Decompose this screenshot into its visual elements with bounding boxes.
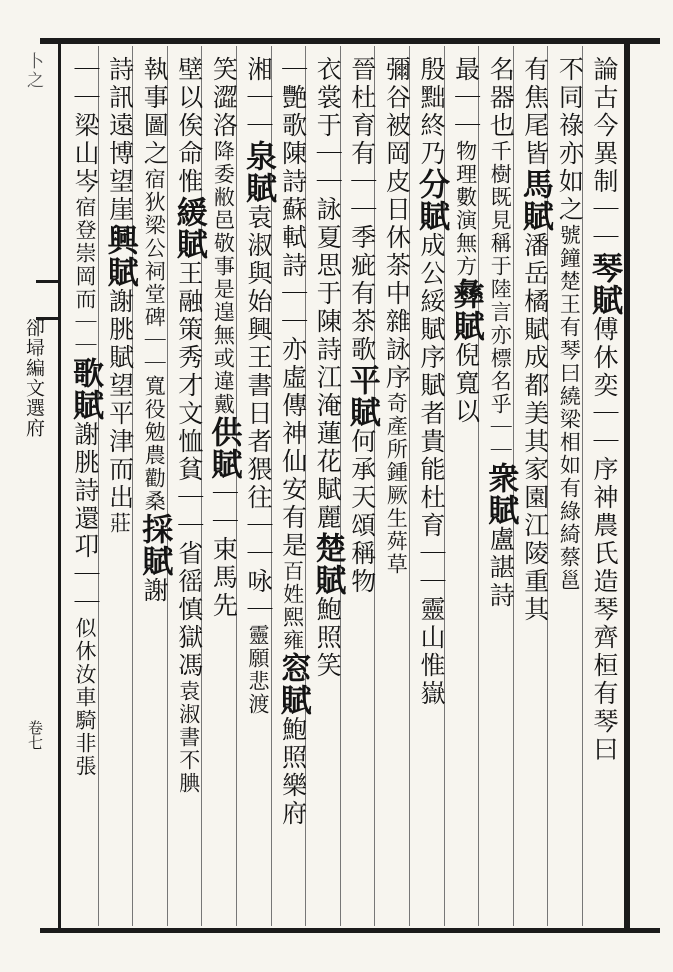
text-column xyxy=(446,56,486,926)
column-text: 湘｜｜ xyxy=(244,56,273,140)
column-text: 有焦尾皆 xyxy=(520,56,550,168)
text-column xyxy=(549,56,589,926)
heading-character: 賦 xyxy=(170,228,207,260)
heading-character: 歌 xyxy=(67,357,103,389)
column-text: 傅休奕｜｜序神農氏造琴齊桓有琴曰 xyxy=(590,316,619,764)
heading-character: 賦 xyxy=(101,256,138,288)
column-text: 王融策秀才文恤貧｜｜省徭慎獄馮 xyxy=(174,260,204,680)
heading-character: 衆 xyxy=(482,462,519,494)
heading-character: 分 xyxy=(413,168,449,200)
column-text: 成公綏賦序賦者貴能 xyxy=(417,232,446,484)
text-column xyxy=(134,56,174,926)
column-text: 袁淑與始興王書日者猥往｜｜ xyxy=(244,204,273,568)
heading-character: 賦 xyxy=(274,684,311,716)
heading-character: 興 xyxy=(101,224,138,256)
annotation-text: 號鐘楚王有琴曰繞梁相如有綠綺蔡邕 xyxy=(557,224,582,592)
text-column xyxy=(169,56,209,926)
column-text: ｜｜ xyxy=(590,196,619,252)
column-text: 倪寬以 xyxy=(451,342,481,426)
annotation-text: 宿登崇岡而｜｜ xyxy=(73,196,97,357)
text-column xyxy=(411,56,451,926)
text-column xyxy=(342,56,382,926)
column-text: 殷黜終乃 xyxy=(417,56,446,168)
annotation-text: 袁淑書不腆 xyxy=(176,680,201,795)
text-column xyxy=(238,56,278,926)
column-text: 笑澀洛 xyxy=(209,56,239,140)
column-text: 盧諶詩 xyxy=(486,526,516,610)
heading-character: 賦 xyxy=(586,284,622,316)
heading-character: 平 xyxy=(343,364,380,396)
frame-bottom-border xyxy=(40,928,660,933)
text-column xyxy=(307,56,347,926)
heading-character: 供 xyxy=(205,416,242,448)
text-column xyxy=(584,56,624,926)
annotation-text: 百姓熙雍 xyxy=(280,560,305,652)
column-text: ｜｜梁山岑 xyxy=(71,56,100,196)
annotation-text: 奇產所鍾厥生荈草 xyxy=(384,392,409,576)
text-column xyxy=(65,56,105,926)
heading-character: 賦 xyxy=(309,564,346,596)
column-text: ｜艷歌陳詩蘇軾詩｜｜亦虛傳神仙安有是 xyxy=(278,56,308,560)
text-column xyxy=(376,56,416,926)
column-text: 論古今異制 xyxy=(590,56,619,196)
annotation-text: 莊 xyxy=(107,512,132,535)
column-text: 壁以俟命惟 xyxy=(174,56,204,196)
heading-character: 賦 xyxy=(516,200,553,232)
annotation-text: 似休汝車騎非張 xyxy=(73,617,97,778)
column-text: 執事圖之 xyxy=(140,56,170,168)
heading-character: 琴 xyxy=(586,252,622,284)
heading-character: 馬 xyxy=(516,168,553,200)
column-text: 晉杜育有｜｜季疵有茶歌 xyxy=(347,56,377,364)
text-column xyxy=(273,56,313,926)
column-text: 鮑照樂府 xyxy=(278,716,308,828)
frame-top-border xyxy=(40,38,660,44)
text-column xyxy=(203,56,243,926)
margin-book-title: 卻埽編文選府 xyxy=(23,318,45,438)
column-text: 不同祿亦如之 xyxy=(555,56,585,224)
column-text: 詩訊遠博望崖 xyxy=(105,56,135,224)
heading-character: 賦 xyxy=(343,396,380,428)
annotation-text: 千樹既見稱于陸言亦標名乎｜｜ xyxy=(488,140,513,462)
column-text: 謝 xyxy=(140,577,170,605)
column-text: 潘岳橘賦成都美其家園江陵重其 xyxy=(520,232,550,624)
heading-character: 楚 xyxy=(309,532,346,564)
column-text: 衣裳于｜｜詠夏思于陳詩江淹蓮花賦麗 xyxy=(313,56,343,532)
column-text: 杜育｜｜靈山惟嶽 xyxy=(417,484,446,708)
column-text: 彌谷被岡皮日休茶中雜詠序 xyxy=(382,56,412,392)
margin-top-mark: 卜之 xyxy=(23,52,43,90)
column-text: 何承天頌稱物 xyxy=(347,428,377,596)
heading-character: 緩 xyxy=(170,196,207,228)
frame-right-border xyxy=(624,38,630,933)
heading-character: 賦 xyxy=(136,545,173,577)
heading-character: 賦 xyxy=(67,389,103,421)
column-text: 謝朓詩還卭｜｜ xyxy=(71,421,100,617)
heading-character: 賦 xyxy=(240,172,276,204)
frame-left-border xyxy=(58,38,61,933)
fish-tail-ornament xyxy=(36,280,58,320)
heading-character: 窓 xyxy=(274,652,311,684)
heading-character: 賦 xyxy=(482,494,519,526)
column-text: 咏｜ xyxy=(244,568,273,624)
text-column xyxy=(480,56,520,926)
column-text: 鮑照笑 xyxy=(313,596,343,680)
heading-character: 賦 xyxy=(205,448,242,480)
annotation-text: 降委敝邑敬事是遑無或違戴 xyxy=(211,140,236,416)
column-text: 最｜｜ xyxy=(451,56,481,140)
text-column xyxy=(515,56,555,926)
heading-character: 賦 xyxy=(447,310,484,342)
annotation-text: 宿狄梁公祠堂碑｜｜寬役勉農勸桑 xyxy=(142,168,167,513)
heading-character: 泉 xyxy=(240,140,276,172)
folio-number: 卷七 xyxy=(26,720,44,750)
column-text: 名器也 xyxy=(486,56,516,140)
annotation-text: 靈願悲渡 xyxy=(246,624,270,716)
heading-character: 賦 xyxy=(413,200,449,232)
text-column xyxy=(100,56,140,926)
column-text: ｜｜束馬先 xyxy=(209,480,239,620)
heading-character: 採 xyxy=(136,513,173,545)
annotation-text: 物理數演無方 xyxy=(453,140,478,278)
heading-character: 彝 xyxy=(447,278,484,310)
column-text: 謝朓賦望平津而出 xyxy=(105,288,135,512)
